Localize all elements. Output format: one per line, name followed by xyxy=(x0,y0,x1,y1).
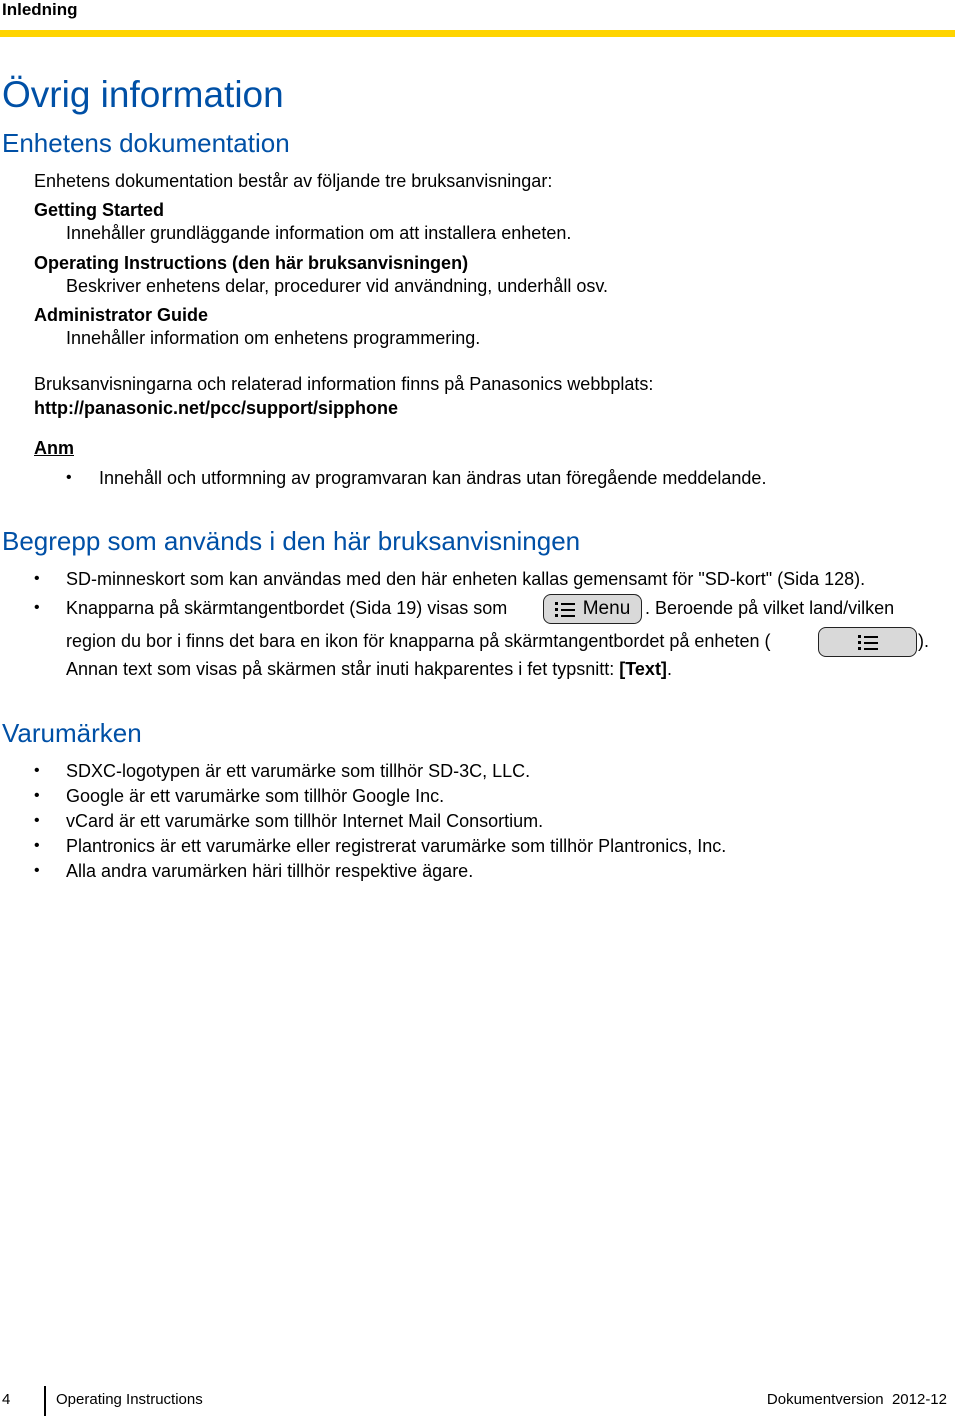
doc-name-administrator-guide: Administrator Guide xyxy=(34,305,209,325)
page-number: 4 xyxy=(2,1391,11,1408)
menu-key-label: Menu xyxy=(582,598,631,619)
website-url[interactable]: http://panasonic.net/pcc/support/sipphone xyxy=(34,398,399,418)
trademark-item: Google är ett varumärke som tillhör Google Inc. xyxy=(66,786,445,806)
doc-name-operating-instructions: Operating Instructions (den här bruksanvisningen) xyxy=(34,253,469,273)
footer-doc-title: Operating Instructions xyxy=(56,1391,203,1408)
bullet-icon: • xyxy=(34,812,40,829)
trademark-item: Alla andra varumärken häri tillhör respektive ägare. xyxy=(66,861,474,881)
menu-icon-key xyxy=(818,627,917,657)
terms-item-2-line2-end: ). xyxy=(918,631,929,651)
note-label: Anm xyxy=(34,438,74,458)
trademark-item: SDXC-logotypen är ett varumärke som tillhör SD-3C, LLC. xyxy=(66,761,531,781)
header-bar xyxy=(0,30,955,37)
running-header: Inledning xyxy=(2,0,78,19)
bullet-icon: • xyxy=(34,570,40,587)
terms-item-2-after: . Beroende på vilket land/vilken xyxy=(645,598,895,618)
menu-list-icon xyxy=(858,634,878,650)
section-heading-docs: Enhetens dokumentation xyxy=(2,128,290,158)
terms-item-1: SD-minneskort som kan användas med den här enheten kallas gemensamt för "SD-kort" (Sida 128). xyxy=(66,569,866,589)
section-heading-trademarks: Varumärken xyxy=(2,718,142,748)
menu-key xyxy=(543,594,642,624)
doc-desc-operating-instructions: Beskriver enhetens delar, procedurer vid användning, underhåll osv. xyxy=(66,276,608,296)
terms-item-2-before: Knapparna på skärmtangentbordet (Sida 19) visas som xyxy=(66,598,508,618)
bullet-icon: • xyxy=(34,837,40,854)
docs-intro: Enhetens dokumentation består av följande tre bruksanvisningar: xyxy=(34,171,553,191)
note-item: Innehåll och utformning av programvaran kan ändras utan föregående meddelande. xyxy=(99,468,767,488)
bullet-icon: • xyxy=(66,469,72,486)
terms-item-2-line2: region du bor i finns det bara en ikon för knapparna på skärmtangentbordet på enheten ( xyxy=(66,631,771,651)
trademark-item: Plantronics är ett varumärke eller registrerat varumärke som tillhör Plantronics, Inc. xyxy=(66,836,727,856)
doc-desc-administrator-guide: Innehåller information om enhetens programmering. xyxy=(66,328,481,348)
bullet-icon: • xyxy=(34,599,40,616)
section-heading-terms: Begrepp som används i den här bruksanvisningen xyxy=(2,526,581,556)
menu-list-icon xyxy=(555,601,575,617)
website-text: Bruksanvisningarna och relaterad information finns på Panasonics webbplats: xyxy=(34,374,654,394)
bullet-icon: • xyxy=(34,862,40,879)
footer-divider xyxy=(44,1386,46,1416)
bullet-icon: • xyxy=(34,762,40,779)
page-title: Övrig information xyxy=(2,74,284,115)
doc-name-getting-started: Getting Started xyxy=(34,200,165,220)
bullet-icon: • xyxy=(34,787,40,804)
doc-desc-getting-started: Innehåller grundläggande information om att installera enheten. xyxy=(66,223,572,243)
trademark-item: vCard är ett varumärke som tillhör Internet Mail Consortium. xyxy=(66,811,544,831)
footer-version: Dokumentversion 2012-12 xyxy=(766,1391,947,1408)
terms-item-3: Annan text som visas på skärmen står inuti hakparentes i fet typsnitt: [Text]. xyxy=(66,659,672,679)
